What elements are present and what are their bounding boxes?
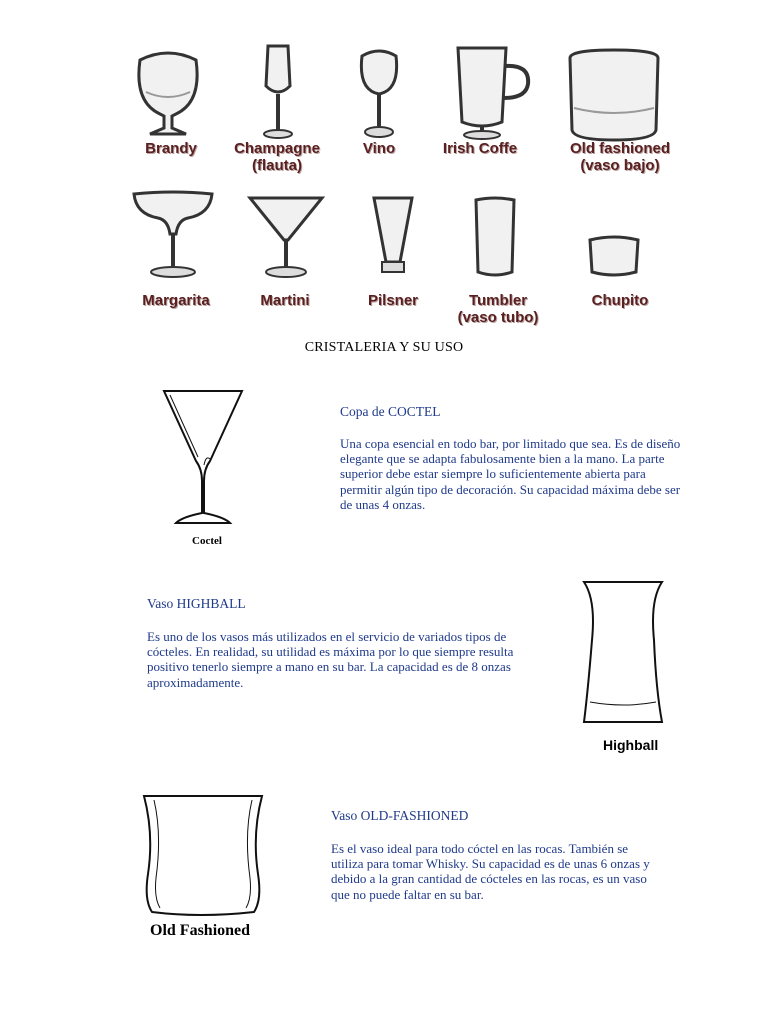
irish-coffee-glass-icon [450,42,540,142]
old-fashioned-description: Es el vaso ideal para todo cóctel en las rocas. También se utiliza para tomar Whisky. Su capacidad es de unas 6 onzas y debido a la gran cantidad de cócteles en las rocas, es un vaso que no puede faltar en su bar. [331,841,650,902]
label-vino: Vino [362,140,396,157]
champagne-glass-icon [258,42,298,142]
martini-glass-icon [246,192,326,280]
wine-glass-icon [354,42,404,142]
chupito-glass-icon [586,234,642,280]
old-fashioned-glass-icon [564,48,664,144]
coctel-glass-icon [160,385,246,531]
highball-description: Es uno de los vasos más utilizados en el servicio de variados tipos de cócteles. En realidad, su utilidad es máxima por lo que siempre resulta positivo tenerlo siempre a mano en su bar. La capacidad es de 8 onzas aproximadamente. [147,629,514,690]
pilsner-glass-icon [368,194,418,280]
coctel-caption: Coctel [192,535,222,547]
old-fashioned-glass-icon-large [140,794,266,920]
highball-heading: Vaso HIGHBALL [147,596,246,611]
label-old-fashioned: Old fashioned (vaso bajo) [569,140,670,174]
highball-glass-icon [582,580,664,726]
tumbler-glass-icon [470,196,520,280]
label-brandy: Brandy [145,140,197,157]
coctel-heading: Copa de COCTEL [340,404,441,419]
glassware-chart [118,30,690,330]
highball-caption: Highball [603,737,659,753]
coctel-description: Una copa esencial en todo bar, por limitado que sea. Es de diseño elegante que se adapta fabulosamente bien a la mano. La parte superior debe estar siempre lo suficientemente abierta para permitir algún tipo de decoración. Su capacidad máxima debe ser de unas 4 onzas. [340,436,681,512]
label-margarita: Margarita [142,292,210,309]
old-fashioned-caption: Old Fashioned [150,922,251,939]
label-irish-coffe: Irish Coffe [442,140,518,157]
label-martini: Martini [260,292,310,309]
old-fashioned-heading: Vaso OLD-FASHIONED [331,808,469,823]
page-title: CRISTALERIA Y SU USO [304,340,464,355]
label-champagne: Champagne (flauta) [234,140,320,174]
brandy-glass-icon [130,42,206,142]
margarita-glass-icon [130,190,216,280]
label-tumbler: Tumbler (vaso tubo) [457,292,539,326]
label-chupito: Chupito [591,292,649,309]
label-pilsner: Pilsner [367,292,419,309]
